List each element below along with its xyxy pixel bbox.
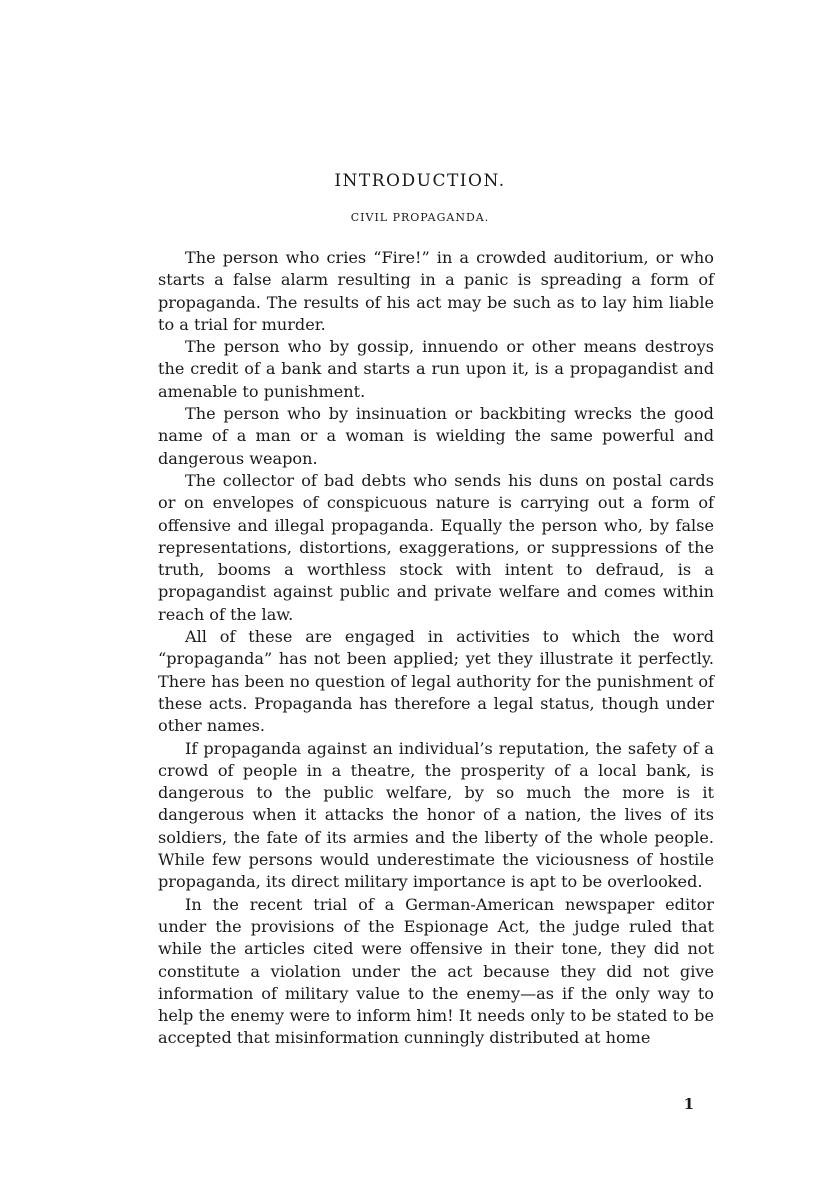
paragraph: The collector of bad debts who sends his duns on postal cards or on envelopes of conspicuous nature is carrying out a form of offensive and illegal propaganda. Equally the person who, by false representations, distortions, exaggerations, or suppressions of the truth, booms a worthless stock with intent to defraud, is a propagandist against public and private welfare and comes within reach of the law. bbox=[158, 470, 714, 624]
paragraph: The person who by gossip, innuendo or other means destroys the credit of a bank and starts a run upon it, is a propagandist and amenable to punishment. bbox=[158, 337, 714, 401]
page-title: INTRODUCTION. bbox=[334, 171, 506, 191]
section-subtitle: CIVIL PROPAGANDA. bbox=[350, 211, 490, 224]
page-number: 1 bbox=[683, 1095, 694, 1113]
paragraph: The person who by insinuation or backbiting wrecks the good name of a man or a woman is wielding the same powerful and dangerous weapon. bbox=[158, 404, 714, 468]
paragraph: In the recent trial of a German-American newspaper editor under the provisions of the Espionage Act, the judge ruled that while the articles cited were offensive in their tone, they did not constitute a violation under the act because they did not give information of military value to the enemy—as if the only way to help the enemy were to inform him! It needs only to be stated to be accepted that misinformation cunningly distributed at home bbox=[158, 894, 714, 1048]
paragraph: All of these are engaged in activities to which the word “propaganda” has not been applied; yet they illustrate it perfectly. There has been no question of legal authority for the punishment of these acts. Propaganda has therefore a legal status, though under other names. bbox=[158, 627, 714, 736]
paragraph: If propaganda against an individual’s reputation, the safety of a crowd of people in a theatre, the prosperity of a local bank, is dangerous to the public welfare, by so much the more is it dangerous when it attacks the honor of a nation, the lives of its soldiers, the fate of its armies and the liberty of the whole people. While few persons would underestimate the viciousness of hostile propaganda, its direct military importance is apt to be overlooked. bbox=[158, 738, 714, 892]
body-text bbox=[158, 247, 714, 1050]
paragraph: The person who cries “Fire!” in a crowded auditorium, or who starts a false alarm resulting in a panic is spreading a form of propaganda. The results of his act may be such as to lay him liable to a trial for murder. bbox=[158, 248, 714, 334]
